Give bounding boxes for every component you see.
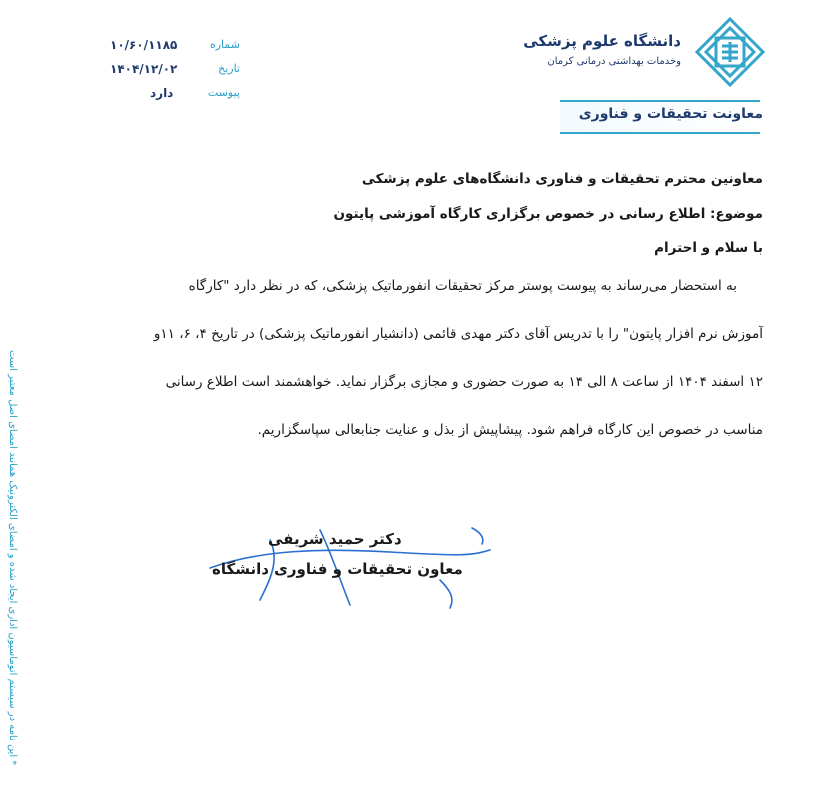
- body-line-3: ۱۲ اسفند ۱۴۰۴ از ساعت ۸ الی ۱۴ به صورت حضوری و مجازی برگزار نماید. خواهشمند است اطلاع رسانی: [165, 374, 763, 390]
- number-value: ۱۰/۶۰/۱۱۸۵: [110, 38, 178, 52]
- meta-number: [110, 38, 240, 58]
- university-emblem-icon: [694, 16, 766, 88]
- side-note-text: * این نامه در سیستم اتوماسیون اداری ایجاد شده و امضای الکترونیک همانند امضای اصل معتبر است: [7, 350, 18, 766]
- greeting: با سلام و احترام: [654, 240, 763, 256]
- side-note: [0, 0, 16, 801]
- date-label: تاریخ: [218, 62, 240, 75]
- university-name: دانشگاه علوم پزشکی: [523, 32, 681, 50]
- meta-date: [110, 62, 240, 82]
- university-subtitle: وخدمات بهداشتی درمانی کرمان: [547, 56, 681, 67]
- meta-attachment: [110, 86, 240, 106]
- date-value: ۱۴۰۴/۱۲/۰۲: [110, 62, 178, 76]
- recipient: معاونین محترم تحقیقات و فناوری دانشگاه‌های علوم پزشکی: [361, 171, 763, 187]
- subject: موضوع: اطلاع رسانی در خصوص برگزاری کارگاه آموزشی پایتون: [333, 206, 763, 222]
- attachment-label: پیوست: [207, 86, 240, 99]
- body-line-1: به استحضار می‌رساند به پیوست پوستر مرکز تحقیقات انفورماتیک پزشکی، که در نظر دارد "کارگاه: [188, 278, 737, 294]
- body-line-4: مناسب در خصوص این کارگاه فراهم شود. پیشاپیش از بذل و عنایت جنابعالی سپاسگزاریم.: [257, 422, 763, 438]
- signatory-title: معاون تحقیقات و فناوری دانشگاه: [212, 560, 463, 578]
- number-label: شماره: [209, 38, 240, 51]
- signatory-name: دکتر حمید شریفی: [268, 530, 402, 548]
- department-title: معاونت تحقیقات و فناوری: [578, 106, 763, 122]
- attachment-value: دارد: [150, 86, 174, 100]
- body-line-2: آموزش نرم افزار پایتون" را با تدریس آقای دکتر مهدی قائمی (دانشیار انفورماتیک پزشکی) در تاریخ ۴، ۶، ۱۱و: [153, 326, 763, 342]
